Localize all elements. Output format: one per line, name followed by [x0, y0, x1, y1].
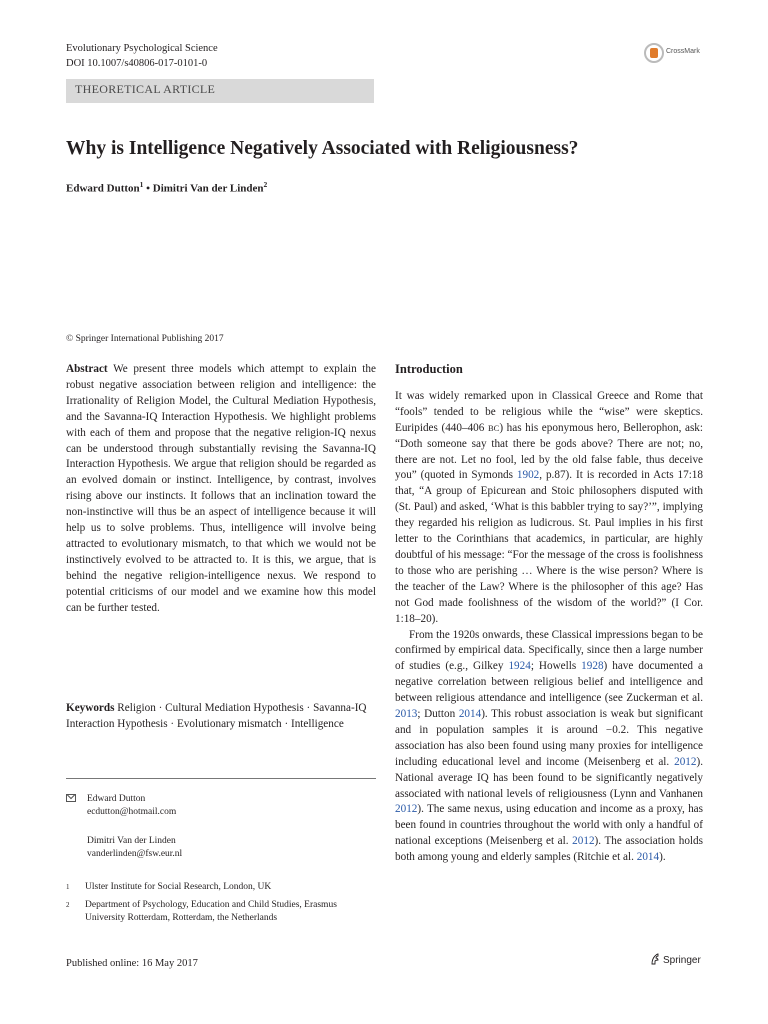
contact-entry [87, 793, 176, 819]
author-affiliation-ref[interactable]: 1 [139, 180, 144, 189]
contact-entry [87, 835, 182, 861]
keywords [66, 700, 376, 732]
crossmark-icon [644, 43, 664, 63]
keyword-separator: · [284, 718, 289, 730]
affiliation-text: Department of Psychology, Education and Child Studies, Erasmus University Rotterdam, Rotterdam, the Netherlands [85, 900, 337, 923]
citation-link[interactable]: 2013 [395, 708, 418, 721]
keyword: Religion [117, 702, 156, 714]
era-abbrev: BC [487, 422, 500, 433]
author-affiliation-ref[interactable]: 2 [263, 180, 268, 189]
author-list [66, 180, 267, 195]
author-separator: • [146, 182, 151, 195]
citation-link[interactable]: 2014 [458, 708, 482, 721]
published-date: Published online: 16 May 2017 [66, 958, 198, 969]
contact-email[interactable]: ecdutton@hotmail.com [87, 807, 177, 817]
article-type: THEORETICAL ARTICLE [75, 82, 216, 96]
doi[interactable]: DOI 10.1007/s40806-017-0101-0 [66, 58, 208, 69]
journal-name: Evolutionary Psychological Science [66, 43, 218, 54]
paragraph: It was widely remarked upon in Classical Greece and Rome that “fools” tended to be religious while the “wise” were skeptics. Euripides (440–406 BC) has his eponymous hero, Bellerophon, ask: “Doth someone say that there be gods above? There are not; no, there are not. Let no fool, led by the old false fable, thus deceive you” (quoted in Symonds 1902, p.87). It is recorded in Acts 17:18 that, “A group of Epicurean and Stoic philosophers disputed with (St. Paul) and asked, ‘What is this babbler trying to say?’”, implying they regarded his religion as ludicrous. St. Paul implies in his first letter to the Corinthians that academics, in particular, are highly doubtful of his message: “For the message of the cross is foolishness to those who are perishing … Where is the wise person? Where is the teacher of the Law? Where is the philosopher of this age? Has not God made foolishness of the wisdom of the world?” (I Cor. 1:18–20). [395, 389, 703, 625]
contact-name: Dimitri Van der Linden [87, 836, 176, 846]
citation-link[interactable]: 1928 [581, 660, 604, 673]
introduction-section [395, 362, 703, 866]
citation-link[interactable]: 2014 [636, 851, 660, 864]
citation-link[interactable]: 2012 [674, 755, 697, 768]
envelope-icon [66, 794, 76, 802]
journal-header [66, 41, 218, 71]
crossmark-label: CrossMark [666, 48, 700, 55]
author-name[interactable]: Dimitri Van der Linden [152, 182, 264, 195]
citation-link[interactable]: 2012 [572, 835, 595, 848]
keyword-separator: · [170, 718, 175, 730]
copyright-notice: © Springer International Publishing 2017 [66, 334, 224, 344]
footnote-divider [66, 778, 376, 779]
publisher-name: Springer [663, 955, 701, 966]
springer-logo [650, 953, 701, 966]
article-title: Why is Intelligence Negatively Associated with Religiousness? [66, 138, 579, 159]
author-name[interactable]: Edward Dutton [66, 182, 140, 195]
citation-link[interactable]: 1924 [508, 660, 531, 673]
affiliation-text: Ulster Institute for Social Research, London, UK [85, 882, 272, 892]
keywords-label: Keywords [66, 702, 115, 714]
keyword-separator: · [306, 702, 311, 714]
keyword: Evolutionary mismatch [176, 718, 282, 730]
affiliation-number: 2 [66, 901, 70, 909]
keyword: Savanna-IQ Interaction Hypothesis [66, 702, 367, 730]
keyword-separator: · [158, 702, 163, 714]
abstract [66, 362, 376, 617]
section-heading: Introduction [395, 362, 463, 376]
abstract-label: Abstract [66, 363, 108, 375]
article-type-band [66, 79, 374, 103]
paragraph: From the 1920s onwards, these Classical impressions began to be confirmed by empirical data. Specifically, since then a large number of studies (e.g., Gilkey 1924; Howells 1928) have documented a negative correlation between religious belief and intelligence and between religious attendance and intelligence (see Zuckerman et al. 2013; Dutton 2014). This robust association is weak but significant and in population samples it is around −0.2. This negative association has also been found using many proxies for intelligence including educational level and income (Meisenberg et al. 2012). National average IQ has been found to be significantly negatively associated with national levels of religiousness (Lynn and Vanhanen 2012). The same nexus, using education and income as a proxy, has been found in countries throughout the world with only a handful of national exceptions (Meisenberg et al. 2012). The association holds both among young and elderly samples (Ritchie et al. 2014). [395, 628, 704, 864]
abstract-text: We present three models which attempt to explain the robust negative association between religion and intelligence: the Irrationality of Religion Model, the Cultural Mediation Hypothesis, and the Savanna-IQ Interaction Hypothesis. We highlight problems with each of them and propose that the negative religion-IQ nexus can be understood through substantially revising the Savanna-IQ Interaction Hypothesis. We argue that religion should be regarded as an evolved domain or instinct. Intelligence, by contrast, involves rising above our instincts. It follows that an inclination toward the non-instinctive will thus be an aspect of intelligence because it will help us to solve problems. Thus, intelligence will involve being attracted to evolutionary mismatch, to that which we would not be instinctively evolved to be attracted to. It is this, we argue, that is behind the negative religion-intelligence nexus. We respond to potential criticisms of our model and we examine how this model can be further tested. [66, 363, 376, 614]
crossmark-badge[interactable] [644, 43, 706, 65]
keyword: Intelligence [290, 718, 344, 730]
springer-horse-icon [650, 953, 660, 965]
contact-email[interactable]: vanderlinden@fsw.eur.nl [87, 849, 183, 859]
citation-link[interactable]: 1902 [516, 469, 540, 482]
keyword: Cultural Mediation Hypothesis [165, 702, 304, 714]
affiliation-number: 1 [66, 883, 70, 891]
contact-name: Edward Dutton [87, 794, 146, 804]
citation-link[interactable]: 2012 [395, 803, 418, 816]
